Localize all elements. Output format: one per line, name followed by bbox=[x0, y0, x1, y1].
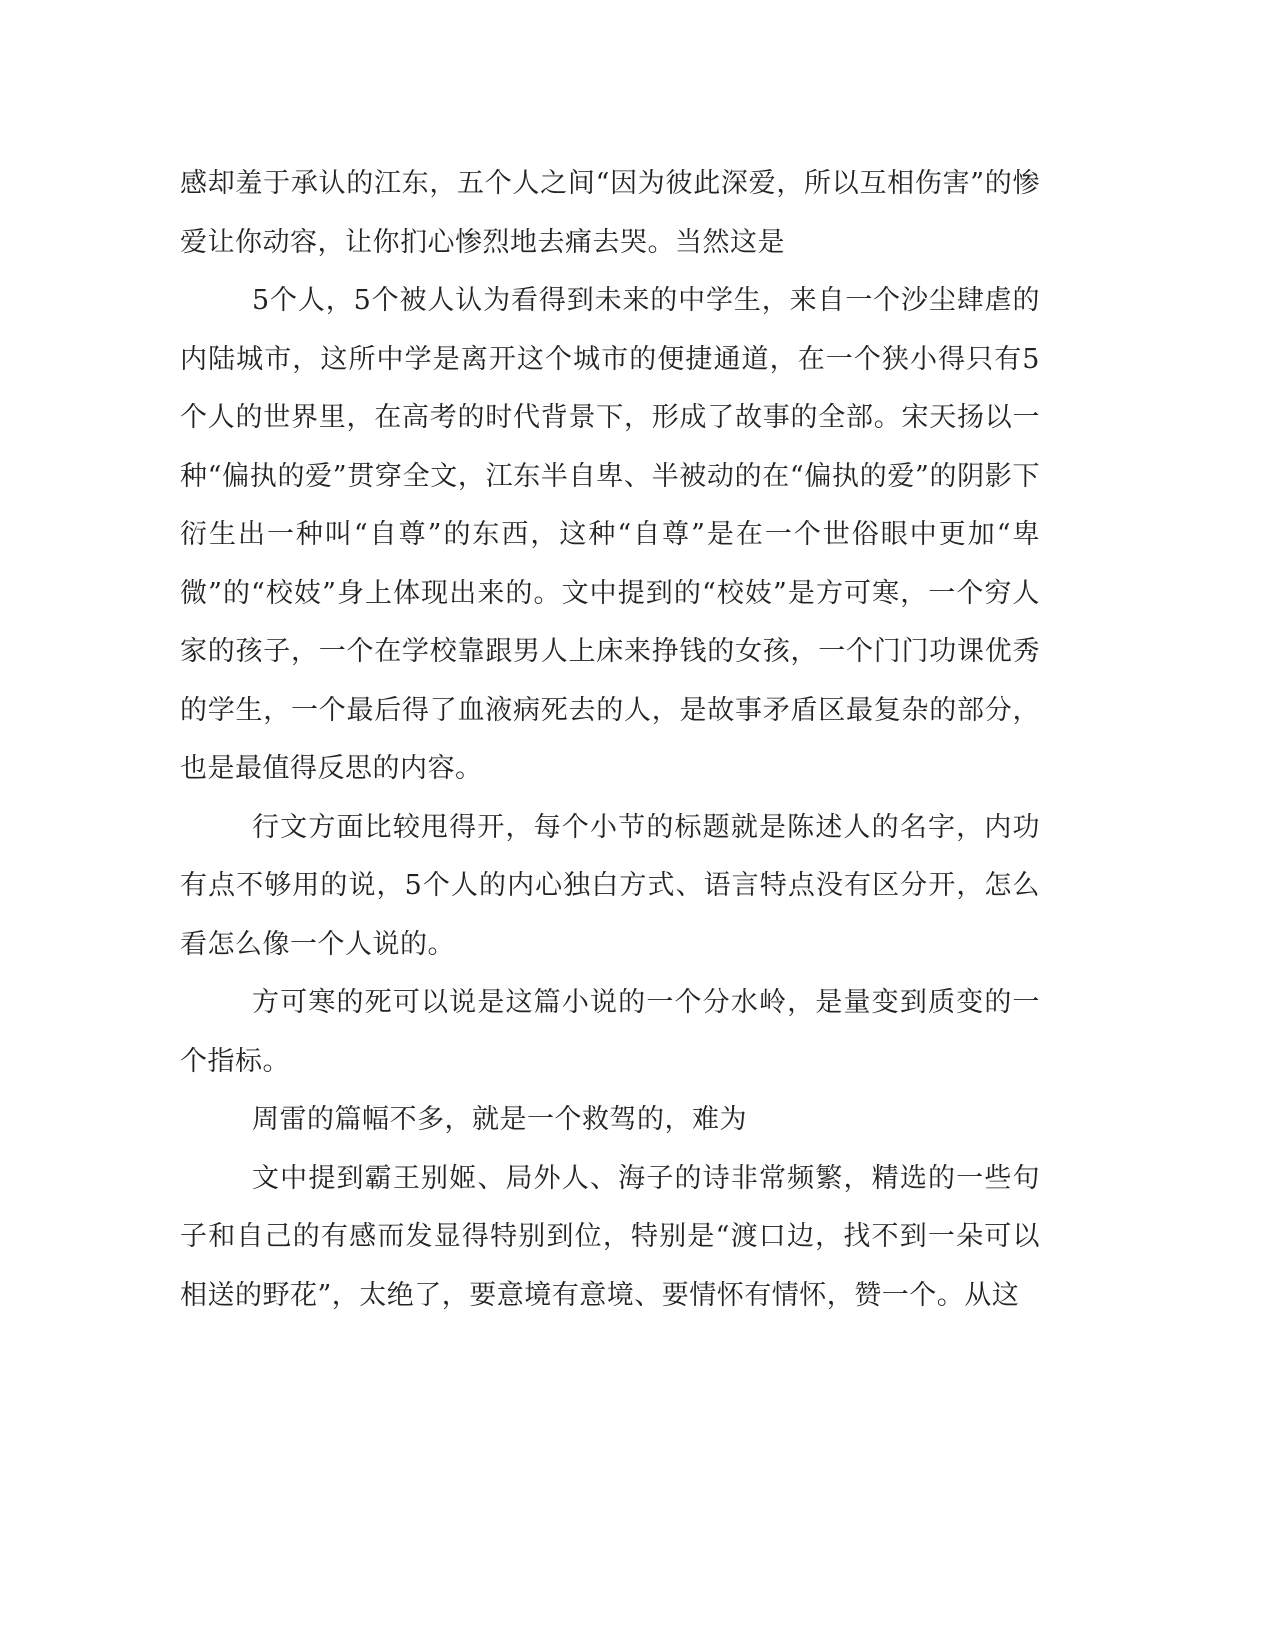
paragraph-3: 行文方面比较甩得开，每个小节的标题就是陈述人的名字，内功有点不够用的说，5个人的内心独白方式、语言特点没有区分开，怎么看怎么像一个人说的。 bbox=[180, 811, 1040, 960]
paragraph-5: 周雷的篇幅不多，就是一个救驾的，难为 bbox=[252, 1104, 747, 1135]
paragraph-2: 5个人，5个被人认为看得到未来的中学生，来自一个沙尘肆虐的内陆城市，这所中学是离开这个城市的便捷通道，在一个狭小得只有5个人的世界里，在高考的时代背景下，形成了故事的全部。宋天扬以一种“偏执的爱”贯穿全文，江东半自卑、半被动的在“偏执的爱”的阴影下衍生出一种叫“自尊”的东西，这种“自尊”是在一个世俗眼中更加“卑微”的“校妓”身上体现出来的。文中提到的“校妓”是方可寒，一个穷人家的孩子，一个在学校靠跟男人上床来挣钱的女孩，一个门门功课优秀的学生，一个最后得了血液病死去的人，是故事矛盾区最复杂的部分，也是最值得反思的内容。 bbox=[180, 285, 1040, 784]
document-body bbox=[180, 155, 1040, 1325]
paragraph-1: 感却羞于承认的江东，五个人之间“因为彼此深爱，所以互相伤害”的惨爱让你动容，让你扪心惨烈地去痛去哭。当然这是 bbox=[180, 168, 1040, 258]
paragraph-6: 文中提到霸王别姬、局外人、海子的诗非常频繁，精选的一些句子和自己的有感而发显得特别到位，特别是“渡口边，找不到一朵可以相送的野花”，太绝了，要意境有意境、要情怀有情怀，赞一个。从这 bbox=[180, 1162, 1040, 1311]
paragraph-4: 方可寒的死可以说是这篇小说的一个分水岭，是量变到质变的一个指标。 bbox=[180, 987, 1040, 1077]
